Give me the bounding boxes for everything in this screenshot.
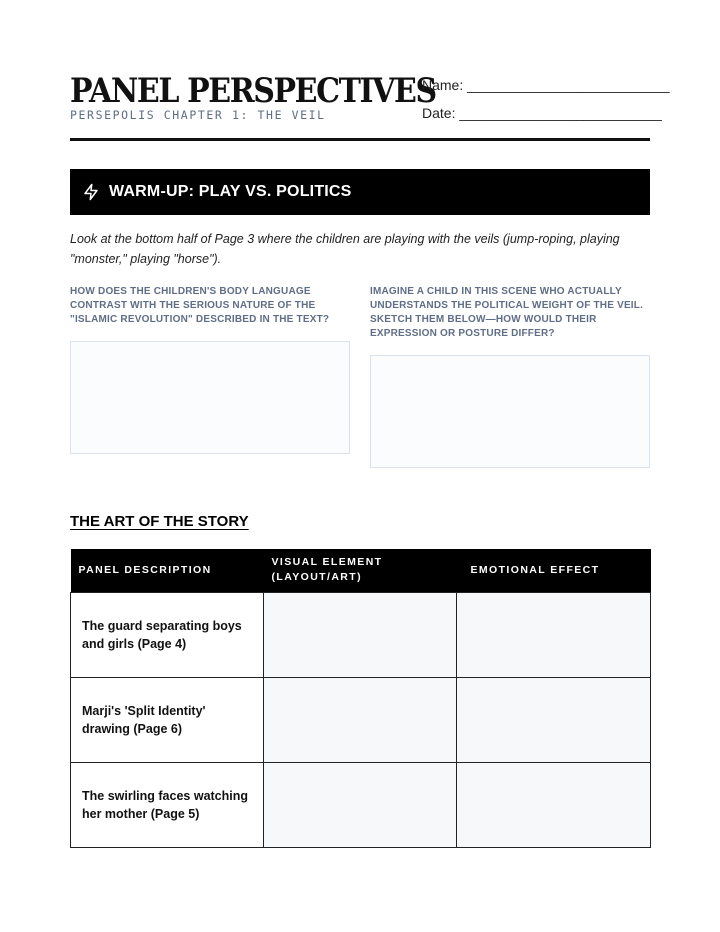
date-field[interactable]: Date: __________________________ <box>422 105 662 121</box>
question-body-language: HOW DOES THE CHILDREN'S BODY LANGUAGE CONTRAST WITH THE SERIOUS NATURE OF THE "ISLAMIC REVOLUTION" DESCRIBED IN THE TEXT? <box>70 286 330 325</box>
visual-element-cell[interactable] <box>264 592 457 677</box>
warmup-title: WARM-UP: PLAY VS. POLITICS <box>109 183 352 200</box>
visual-element-cell[interactable] <box>264 677 457 762</box>
art-section-title: THE ART OF THE STORY <box>70 513 249 530</box>
page-header <box>70 70 670 142</box>
table-row <box>71 762 651 847</box>
visual-element-cell[interactable] <box>264 762 457 847</box>
lightning-icon <box>82 183 100 201</box>
table-row <box>71 592 651 677</box>
name-field[interactable]: Name: __________________________ <box>422 77 670 93</box>
emotional-effect-cell[interactable] <box>457 592 651 677</box>
column-header-visual: VISUAL ELEMENT (LAYOUT/ART) <box>264 549 457 592</box>
table-row <box>71 677 651 762</box>
emotional-effect-cell[interactable] <box>457 762 651 847</box>
panel-description-cell: The swirling faces watching her mother (Page 5) <box>71 762 264 847</box>
sketch-box[interactable] <box>370 355 650 468</box>
emotional-effect-cell[interactable] <box>457 677 651 762</box>
column-header-panel: PANEL DESCRIPTION <box>71 549 264 592</box>
warmup-banner <box>70 169 650 215</box>
panel-description-cell: The guard separating boys and girls (Page 4) <box>71 592 264 677</box>
panel-description-cell: Marji's 'Split Identity' drawing (Page 6) <box>71 677 264 762</box>
table-header-row <box>71 549 651 592</box>
page-title: PANEL PERSPECTIVES <box>70 72 436 112</box>
answer-box-body-language[interactable] <box>70 341 350 454</box>
art-analysis-table <box>70 549 651 848</box>
page-subtitle: PERSEPOLIS CHAPTER 1: THE VEIL <box>70 108 326 122</box>
warmup-instructions: Look at the bottom half of Page 3 where the children are playing with the veils (jump-roping, playing "monster," playing "horse"). <box>70 232 620 266</box>
column-header-effect: EMOTIONAL EFFECT <box>457 549 651 592</box>
question-sketch-child: IMAGINE A CHILD IN THIS SCENE WHO ACTUALLY UNDERSTANDS THE POLITICAL WEIGHT OF THE VEIL. SKETCH THEM BELOW—HOW WOULD THEIR EXPRESSION OR POSTURE DIFFER? <box>370 286 644 339</box>
header-divider <box>70 138 650 141</box>
